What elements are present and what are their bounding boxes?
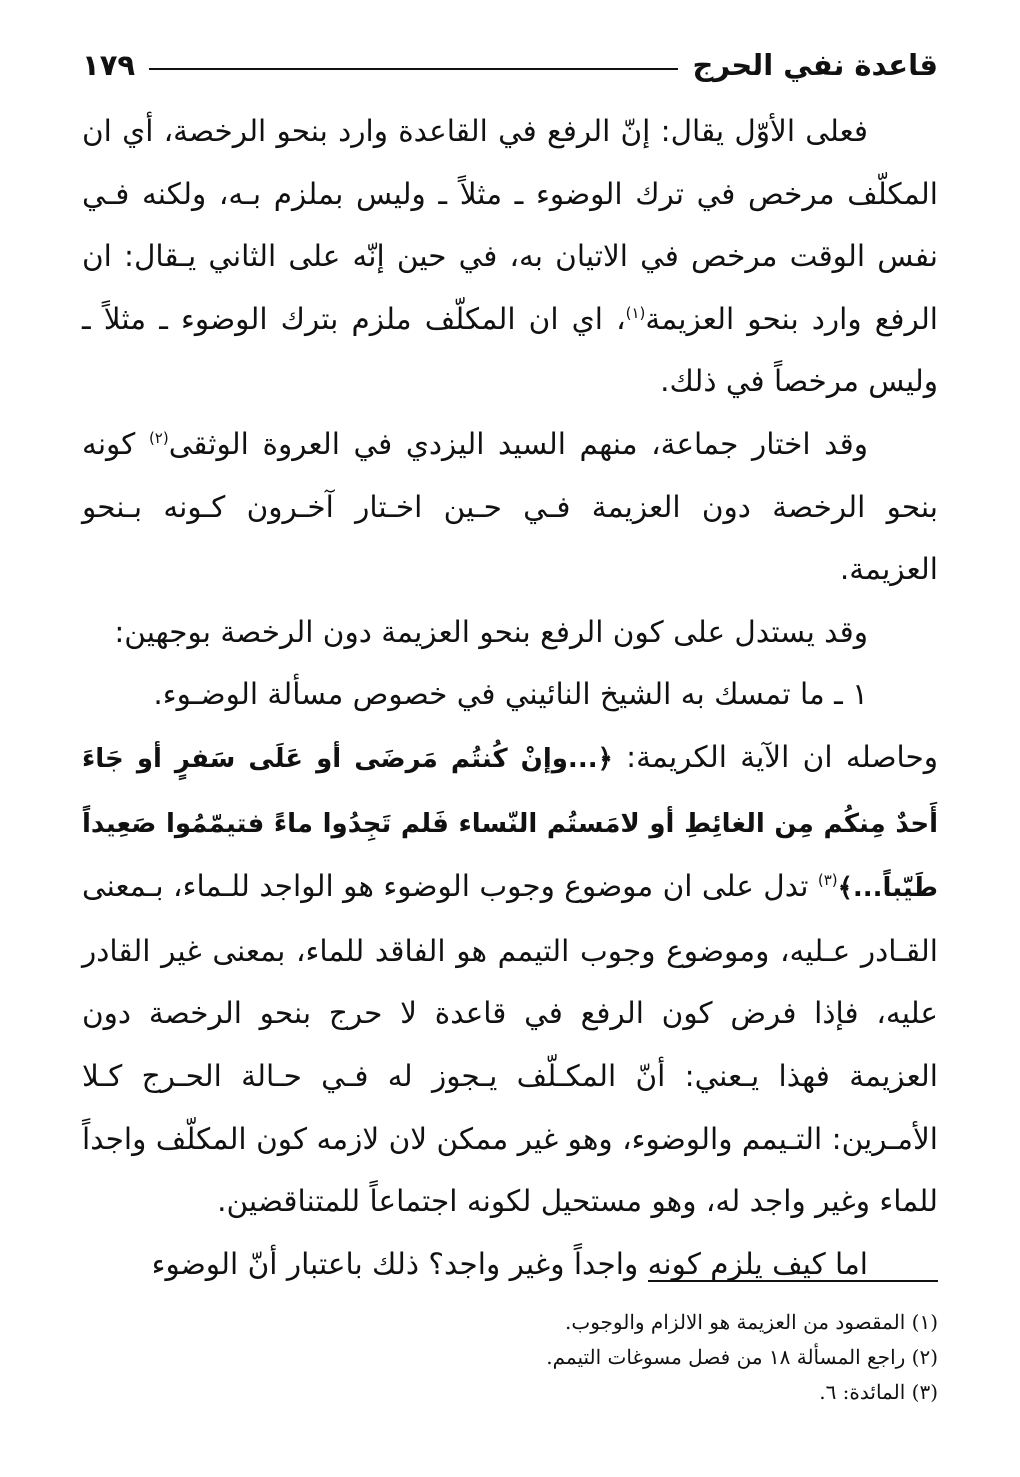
footnote-mark-2: (٢)	[148, 429, 169, 448]
paragraph-5-text-b: تدل على ان موضوع وجوب الوضوء هو الواجد للـماء، بـمعنى القـادر عـليه، وموضوع وجوب التيمم هو الفاقد للماء، بمعنى غير القادر عليه، فإذا فرض كون الرفع في قاعدة لا حرج بنحو الرخصة دون العزيمة فهذا يـعني: أنّ المكـلّف يـجوز له فـي حـالة الحـرج كـلا الأمـرين: التـيمم والوضوء، وهو غير ممكن لان لازمه كون المكلّف واجداً للماء وغير واجد له، وهو مستحيل لكونه اجتماعاً للمتناقضين.	[82, 869, 938, 1219]
paragraph-5	[82, 726, 938, 1233]
page-number: ١٧٩	[82, 48, 136, 82]
paragraph-2	[82, 413, 938, 601]
header-rule	[149, 68, 678, 70]
paragraph-5-text-a: وحاصله ان الآية الكريمة:	[612, 739, 938, 774]
footnote-mark-3: (٣)	[817, 871, 838, 890]
paragraph-2-text-b: كونه بنحو الرخصة دون العزيمة فـي حـين اخـتار آخـرون كـونه بـنحو العزيمة.	[82, 426, 938, 587]
paragraph-6: اما كيف يلزم كونه واجداً وغير واجد؟ ذلك باعتبار أنّ الوضوء	[151, 1246, 868, 1281]
paragraph-3: وقد يستدل على كون الرفع بنحو العزيمة دون الرخصة بوجهين:	[114, 614, 868, 649]
footnote-2: (٢) راجع المسألة ١٨ من فصل مسوغات التيمم.	[546, 1345, 938, 1369]
footnote-rule	[648, 1280, 938, 1282]
paragraph-1-text-b: ، اي ان المكلّف ملزم بترك الوضوء ـ مثلاً ـ وليس مرخصاً في ذلك.	[82, 301, 938, 399]
page-header	[82, 40, 938, 90]
footnote-1: (١) المقصود من العزيمة هو الالزام والوجوب.	[565, 1310, 938, 1334]
paragraph-2-text-a: وقد اختار جماعة، منهم السيد اليزدي في العروة الوثقى	[168, 426, 868, 461]
quran-verse: ﴿...وإنْ كُنتُم مَرضَى أو عَلَى سَفرٍ أو جَاءَ أَحدٌ مِنكُم مِن الغائِطِ أو لامَستُم النّساء فَلم تَجِدُوا ماءً فتيمّمُوا صَعِيداً طَيّباً...﴾	[82, 743, 938, 904]
footnote-3: (٣) المائدة: ٦.	[819, 1380, 938, 1404]
main-text	[82, 100, 938, 1295]
footnotes	[82, 1305, 938, 1410]
paragraph-1-text-a: فعلى الأوّل يقال: إنّ الرفع في القاعدة وارد بنحو الرخصة، أي ان المكلّف مرخص في ترك الوضوء ـ مثلاً ـ وليس بملزم بـه، ولكنه فـي نفس الوقت مرخص في الاتيان به، في حين إنّه على الثاني يـقال: ان الرفع وارد بنحو العزيمة	[82, 114, 938, 336]
paragraph-1	[82, 100, 938, 413]
running-title: قاعدة نفي الحرج	[692, 48, 938, 82]
paragraph-4: ١ ـ ما تمسك به الشيخ النائيني في خصوص مسألة الوضـوء.	[153, 677, 868, 712]
footnote-mark-1: (١)	[625, 303, 646, 322]
